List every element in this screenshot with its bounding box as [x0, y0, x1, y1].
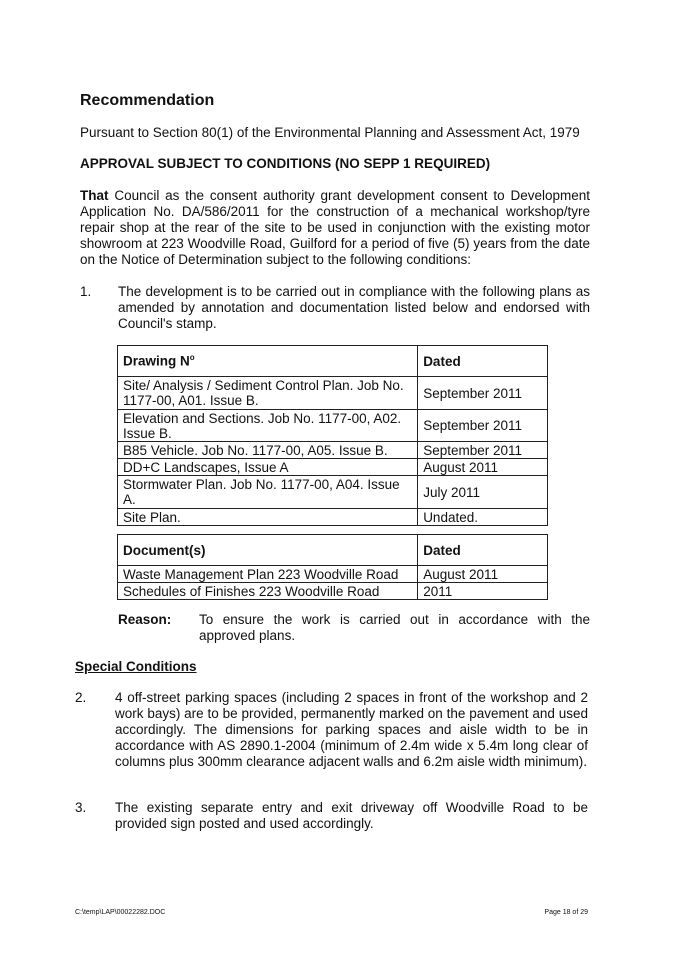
drawings-table	[117, 345, 548, 526]
drawing-cell: Elevation and Sections. Job No. 1177-00, A02. Issue B.	[118, 410, 418, 442]
document-cell: Waste Management Plan 223 Woodville Road	[118, 566, 418, 583]
drawing-cell: B85 Vehicle. Job No. 1177-00, A05. Issue B.	[118, 442, 418, 459]
condition-3-text: The existing separate entry and exit driveway off Woodville Road to be provided sign posted and used accordingly.	[115, 800, 588, 831]
reason-text: To ensure the work is carried out in accordance with the approved plans.	[199, 612, 590, 643]
table-row	[118, 476, 548, 509]
special-conditions-heading: Special Conditions	[75, 659, 197, 674]
dated-cell: July 2011	[418, 476, 548, 509]
pursuant-text: Pursuant to Section 80(1) of the Environmental Planning and Assessment Act, 1979	[80, 125, 580, 140]
approval-heading: APPROVAL SUBJECT TO CONDITIONS (NO SEPP 1 REQUIRED)	[80, 156, 491, 171]
condition-1-number: 1.	[80, 284, 92, 299]
table-header-row	[118, 535, 548, 566]
footer-file-path: C:\temp\LAP\00022282.DOC	[75, 909, 166, 916]
table-row	[118, 459, 548, 476]
documents-table	[117, 534, 548, 600]
drawing-column-header: Drawing $N^o$	[118, 346, 418, 377]
dated-cell: September 2011	[418, 442, 548, 459]
document-cell: Schedules of Finishes 223 Woodville Road	[118, 583, 418, 600]
drawing-cell: Stormwater Plan. Job No. 1177-00, A04. Issue A.	[118, 476, 418, 509]
dated-cell: September 2011	[418, 410, 548, 442]
dated-column-header: Dated	[418, 535, 548, 566]
dated-cell: August 2011	[418, 566, 548, 583]
drawing-cell: DD+C Landscapes, Issue A	[118, 459, 418, 476]
dated-cell: 2011	[418, 583, 548, 600]
page-heading: Recommendation	[80, 92, 215, 109]
table-row	[118, 442, 548, 459]
dated-cell: September 2011	[418, 377, 548, 410]
condition-2-text: 4 off-street parking spaces (including 2 spaces in front of the workshop and 2 work bays) are to be provided, permanently marked on the pavement and used accordingly. The dimensions for parking spaces and aisle width to be in accordance with AS 2890.1-2004 (minimum of 2.4m wide x 5.4m long clear of columns plus 300mm clearance adjacent walls and 6.2m aisle width minimum).	[115, 690, 588, 769]
condition-1-text: The development is to be carried out in compliance with the following plans as amended by annotation and documentation listed below and endorsed with Council's stamp.	[118, 284, 590, 331]
footer-page-number: Page 18 of 29	[544, 909, 588, 916]
table-row	[118, 377, 548, 410]
condition-3-number: 3.	[75, 800, 87, 815]
table-row	[118, 509, 548, 526]
reason-label: Reason:	[118, 612, 172, 627]
dated-column-header: Dated	[418, 346, 548, 377]
table-header-row	[118, 346, 548, 377]
intro-text: Council as the consent authority grant development consent to Development Application No. DA/586/2011 for the construction of a mechanical workshop/tyre repair shop at the rear of the site to be used in conjunction with the existing motor showroom at 223 Woodville Road, Guilford for a period of five (5) years from the date on the Notice of Determination subject to the following conditions:	[80, 188, 590, 267]
table-row	[118, 583, 548, 600]
document-column-header: Document(s)	[118, 535, 418, 566]
intro-paragraph	[80, 188, 590, 268]
table-row	[118, 410, 548, 442]
dated-cell: August 2011	[418, 459, 548, 476]
condition-2-number: 2.	[75, 690, 87, 705]
dated-cell: Undated.	[418, 509, 548, 526]
drawing-cell: Site/ Analysis / Sediment Control Plan. Job No. 1177-00, A01. Issue B.	[118, 377, 418, 410]
intro-lead: That	[80, 188, 109, 203]
table-row	[118, 566, 548, 583]
drawing-cell: Site Plan.	[118, 509, 418, 526]
